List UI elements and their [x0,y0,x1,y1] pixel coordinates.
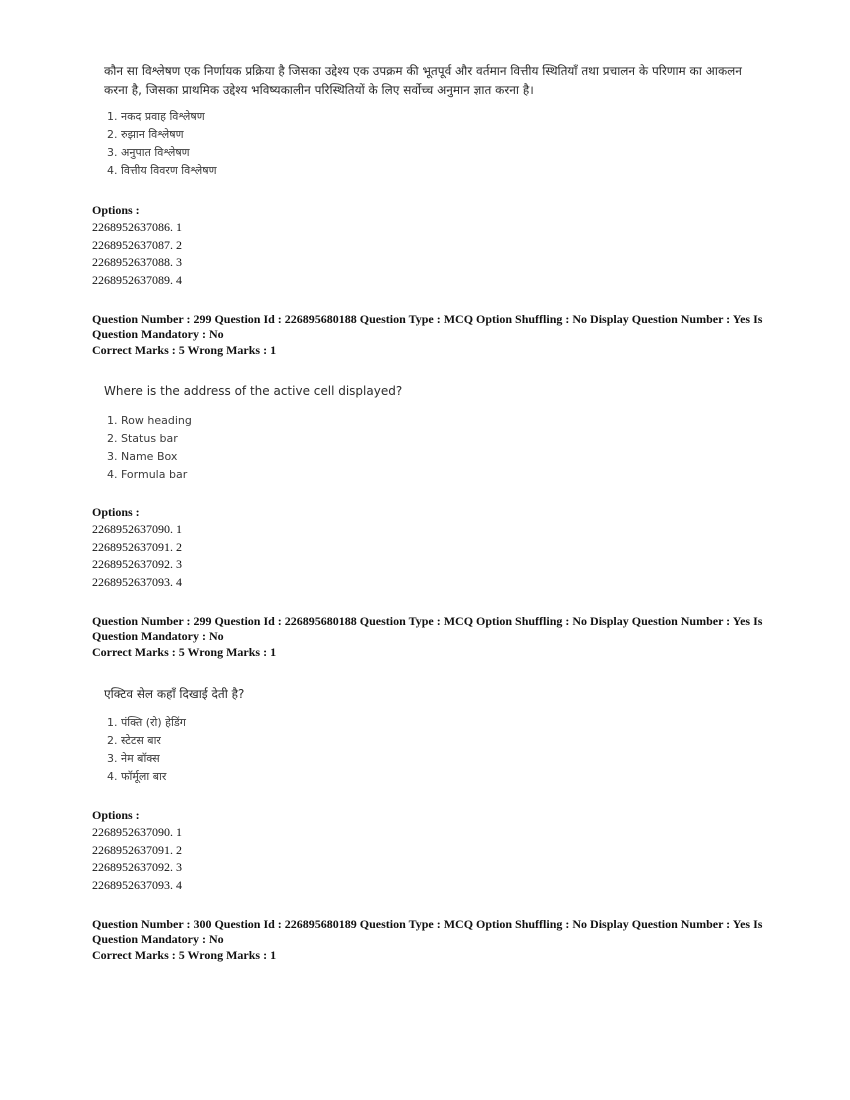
answer-choice: 2. स्टेटस बार [107,734,161,747]
question-stem-hindi: एक्टिव सेल कहाँ दिखाई देती है? [104,687,245,701]
marks-line: Correct Marks : 5 Wrong Marks : 1 [92,645,277,659]
question-meta-line: Question Number : 300 Question Id : 226895680189 Question Type : MCQ Option Shuffling : No Display Question Number : Yes Is [92,917,763,931]
options-block [92,807,182,894]
options-title: Options : [92,505,140,519]
options-title: Options : [92,808,140,822]
answer-choices-list [107,412,192,484]
question-mandatory-line: Question Mandatory : No [92,326,224,341]
option-id-line: 2268952637089. 4 [92,272,182,287]
answer-choice: 3. नेम बॉक्स [107,752,160,765]
answer-choice: 3. अनुपात विश्लेषण [107,146,190,159]
option-id-line: 2268952637091. 2 [92,842,182,857]
answer-choice: 2. Status bar [107,432,178,445]
question-stem-english: Where is the address of the active cell displayed? [104,384,403,398]
answer-choice: 4. फॉर्मूला बार [107,770,167,783]
option-id-line: 2268952637090. 1 [92,522,182,536]
option-id-line: 2268952637092. 3 [92,557,182,572]
option-id-line: 2268952637090. 1 [92,825,182,839]
question-stem-hindi-analysis: कौन सा विश्लेषण एक निर्णायक प्रक्रिया है जिसका उद्देश्य एक उपक्रम की भूतपूर्व और वर्तमान वित्तीय स्थितियाँ तथा प्रचालन के परिणाम का आकलन करना है, जिसका प्राथमिक उद्देश्य भविष्यकालीन परिस्थितियों के लिए सर्वोच्च अनुमान ज्ञात करना है। [104,64,742,97]
option-id-line: 2268952637093. 4 [92,877,182,892]
option-id-line: 2268952637093. 4 [92,574,182,589]
marks-line: Correct Marks : 5 Wrong Marks : 1 [92,948,277,962]
answer-choice: 1. पंक्ति (रो) हेडिंग [107,716,186,729]
question-meta [92,917,782,963]
answer-choices-list [107,714,186,786]
option-id-line: 2268952637091. 2 [92,539,182,554]
option-id-line: 2268952637092. 3 [92,860,182,875]
question-mandatory-line: Question Mandatory : No [92,628,224,643]
options-title: Options : [92,203,140,217]
options-block [92,202,182,289]
option-id-line: 2268952637087. 2 [92,237,182,252]
options-block [92,504,182,591]
question-meta [92,312,782,358]
answer-choice: 1. Row heading [107,414,192,427]
option-id-line: 2268952637088. 3 [92,255,182,270]
answer-choice: 1. नकद प्रवाह विश्लेषण [107,110,205,123]
question-mandatory-line: Question Mandatory : No [92,931,224,946]
question-meta [92,614,782,660]
question-meta-line: Question Number : 299 Question Id : 226895680188 Question Type : MCQ Option Shuffling : No Display Question Number : Yes Is [92,312,763,326]
answer-choice: 4. वित्तीय विवरण विश्लेषण [107,164,217,177]
question-meta-line: Question Number : 299 Question Id : 226895680188 Question Type : MCQ Option Shuffling : No Display Question Number : Yes Is [92,614,763,628]
answer-choice: 3. Name Box [107,450,178,463]
answer-choice: 4. Formula bar [107,468,188,481]
answer-choice: 2. रुझान विश्लेषण [107,128,184,141]
answer-choices-list [107,108,217,180]
marks-line: Correct Marks : 5 Wrong Marks : 1 [92,343,277,357]
option-id-line: 2268952637086. 1 [92,220,182,234]
